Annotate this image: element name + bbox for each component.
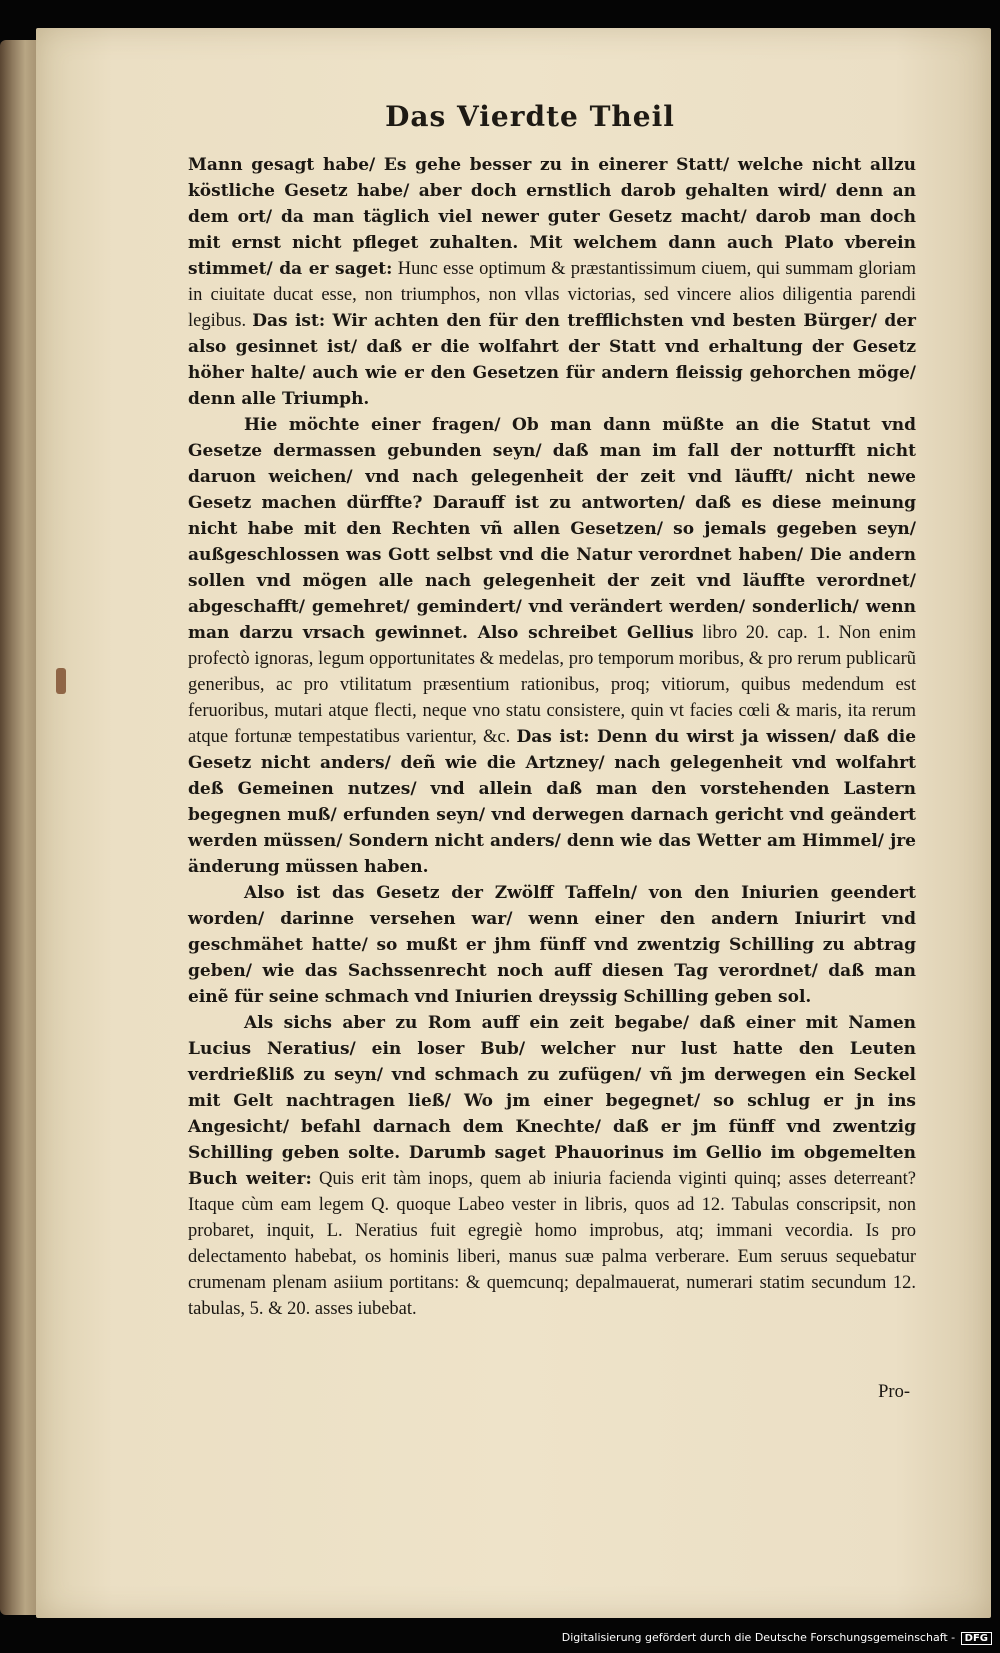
running-title: Das Vierdte Theil: [385, 100, 675, 133]
paragraph-3-text: Also ist das Gesetz der Zwölff Taffeln/ von den Iniurien geendert worden/ darinne versehen war/ wenn einer den andern Iniurirt vnd geschmähet hatte/ so mußt er jhm fünff vnd zwentzig Schilling zu abtrag geben/ wie das Sachssenrecht noch auff diesen Tag verordnet/ daß man einẽ für seine schmach vnd Iniurien dreyssig Schilling geben sol.: [188, 883, 916, 1007]
paragraph-1-latin: Hunc esse optimum & præstantissimum ciuem, qui summam gloriam in ciuitate ducat esse, non triumphos, non vllas victorias, sed vincere alios diligentia parendi legibus.: [188, 259, 916, 331]
page-text: [188, 152, 916, 1322]
funding-note: [562, 1631, 992, 1645]
paragraph-2-latin: libro 20. cap. 1. Non enim profectò ignoras, legum opportunitates & medelas, pro temporum moribus, & pro rerum publicarũ generibus, ac pro vtilitatum præsentium rationibus, proq; vitiorum, quibus medendum est feruoribus, mutari atque flecti, neque vno statu consistere, quin vt facies cœli & maris, ita rerum atque fortunæ tempestatibus varientur, &c.: [188, 623, 917, 747]
dfg-logo: DFG: [961, 1632, 992, 1645]
paragraph-2: [188, 412, 916, 880]
paragraph-1-translation: Das ist: Wir achten den für den trefflichsten vnd besten Bürger/ der also gesinnet ist/ daß er die wolfahrt der Statt vnd erhaltung der Gesetz höher halte/ auch wie er den Gesetzen für andern fleissig gehorchen möge/ denn alle Triumph.: [188, 311, 916, 409]
catchword: Pro-: [878, 1382, 910, 1402]
page-stain: [56, 668, 66, 694]
paragraph-1: [188, 152, 916, 412]
paragraph-2-text: Hie möchte einer fragen/ Ob man dann müßte an die Statut vnd Gesetze dermassen gebunden seyn/ daß man im fall der notturfft nicht daruon weichen/ vnd nach gelegenheit der zeit vnd läufft/ nicht newe Gesetz machen dürffte? Darauff ist zu antworten/ daß es diese meinung nicht habe mit den Rechten vñ allen Gesetzen/ so jemals gegeben seyn/ außgeschlossen was Gott selbst vnd die Natur verordnet haben/ Die andern sollen vnd mögen alle nach gelegenheit der zeit vnd läuffte verordnet/ abgeschafft/ gemehret/ gemindert/ vnd verändert werden/ sonderlich/ wenn man darzu vrsach gewinnet. Also schreibet Gellius: [188, 415, 916, 643]
paragraph-4: [188, 1010, 916, 1322]
paragraph-2-translation: Das ist: Denn du wirst ja wissen/ daß die Gesetz nicht anders/ deñ wie die Artzney/ nach gelegenheit vnd wolfahrt deß Gemeinen nutzes/ vnd allein daß man den vorstehenden Lastern begegnen muß/ erfunden seyn/ vnd derwegen darnach gericht vnd geändert werden müssen/ Sondern nicht anders/ denn wie das Wetter am Himmel/ jre änderung müssen haben.: [188, 727, 917, 877]
paragraph-1-text: Mann gesagt habe/ Es gehe besser zu in einerer Statt/ welche nicht allzu köstliche Gesetz habe/ aber doch ernstlich darob gehalten wird/ denn an dem ort/ da man täglich viel newer guter Gesetz macht/ darob man doch mit ernst nicht pfleget zuhalten. Mit welchem dann auch Plato vberein stimmet/ da er saget:: [188, 155, 916, 279]
funding-note-text: Digitalisierung gefördert durch die Deutsche Forschungsgemeinschaft -: [561, 1631, 956, 1644]
paragraph-3: [188, 880, 916, 1010]
paragraph-4-latin: Quis erit tàm inops, quem ab iniuria facienda viginti quinq; asses deterreant? Itaque cùm eam legem Q. quoque Labeo vester in libris, quos ad 12. Tabulas conscripsit, non probaret, inquit, L. Neratius fuit egregiè homo improbus, atq; immani vecordia. Is pro delectamento habebat, os hominis liberi, manus suæ palma verberare. Eum seruus sequebatur crumenam plenam asiium portitans: & quemcunq; depalmauerat, numerari statim secundum 12. tabulas, 5. & 20. asses iubebat.: [188, 1169, 917, 1319]
paragraph-4-text: Als sichs aber zu Rom auff ein zeit begabe/ daß einer mit Namen Lucius Neratius/ ein loser Bub/ welcher nur lust hatte den Leuten verdrießliß zu seyn/ vnd schmach zu zufügen/ vñ jm derwegen ein Seckel mit Gelt nachtragen ließ/ Wo jm einer begegnet/ so schlug er jn ins Angesicht/ befahl darnach dem Knechte/ daß er jm fünff vnd zwentzig Schilling geben solte. Darumb saget Phauorinus im Gellio im obgemelten Buch weiter:: [188, 1013, 916, 1189]
